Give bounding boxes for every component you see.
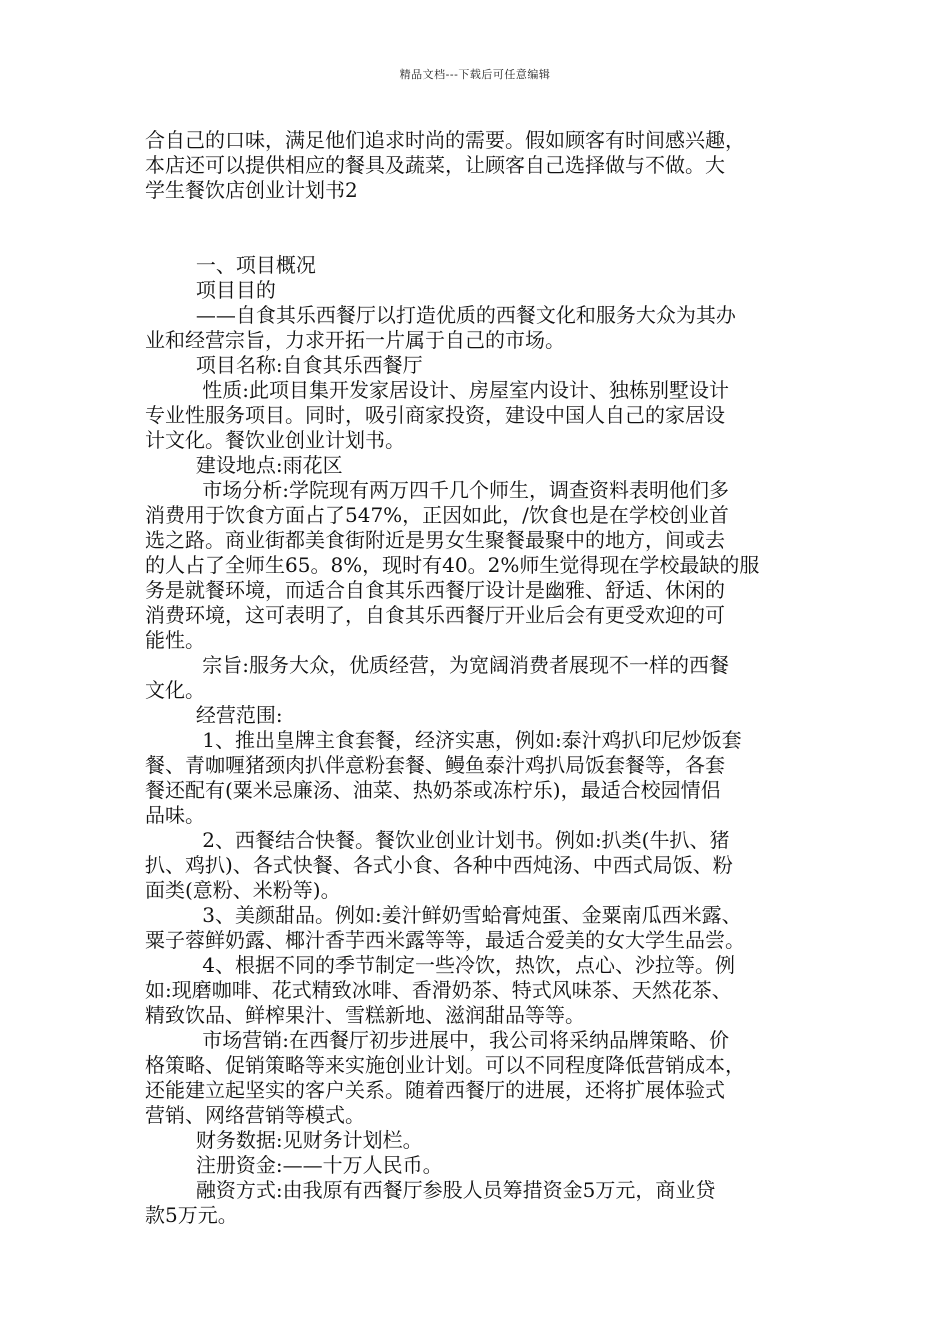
text-line: 宗旨:服务大众，优质经营，为宽阔消费者展现不一样的西餐 [145, 653, 729, 677]
text-line: 4、根据不同的季节制定一些冷饮，热饮，点心、沙拉等。例 [145, 953, 735, 977]
text-line: 粟子蓉鲜奶露、椰汁香芋西米露等等，最适合爱美的女大学生品尝。 [145, 928, 745, 952]
text-line: 业和经营宗旨，力求开拓一片属于自己的市场。 [145, 328, 565, 352]
text-line: ——自食其乐西餐厅以打造优质的西餐文化和服务大众为其办 [145, 303, 736, 327]
text-line: 项目目的 [145, 278, 276, 302]
text-line: 餐还配有(粟米忌廉汤、油菜、热奶茶或冻柠乐)，最适合校园情侣 [145, 778, 721, 802]
text-line: 的人占了全师生65。8%，现时有40。2%师生觉得现在学校最缺的服 [145, 553, 760, 577]
text-line: 面类(意粉、米粉等)。 [145, 878, 341, 902]
text-line: 3、美颜甜品。例如:姜汁鲜奶雪蛤膏炖蛋、金粟南瓜西米露、 [145, 903, 742, 927]
text-line: 1、推出皇牌主食套餐，经济实惠，例如:泰汁鸡扒印尼炒饭套 [145, 728, 742, 752]
text-line: 注册资金:——十万人民币。 [145, 1153, 443, 1177]
text-line: 项目名称:自食其乐西餐厅 [145, 353, 423, 377]
text-line: 品味。 [145, 803, 205, 827]
text-line: 本店还可以提供相应的餐具及蔬菜，让顾客自己选择做与不做。大 [145, 153, 725, 177]
text-line: 合自己的口味，满足他们追求时尚的需要。假如顾客有时间感兴趣， [145, 128, 745, 152]
text-line: 还能建立起坚实的客户关系。随着西餐厅的进展，还将扩展体验式 [145, 1078, 725, 1102]
text-line: 格策略、促销策略等来实施创业计划。可以不同程度降低营销成本， [145, 1053, 745, 1077]
text-line: 性质:此项目集开发家居设计、房屋室内设计、独栋别墅设计 [145, 378, 729, 402]
text-line: 融资方式:由我原有西餐厅参股人员筹措资金5万元，商业贷 [145, 1178, 716, 1202]
text-line: 务是就餐环境，而适合自食其乐西餐厅设计是幽雅、舒适、休闲的 [145, 578, 725, 602]
text-line: 学生餐饮店创业计划书2 [145, 178, 358, 202]
text-line: 财务数据:见财务计划栏。 [145, 1128, 423, 1152]
text-line: 专业性服务项目。同时，吸引商家投资，建设中国人自己的家居设 [145, 403, 725, 427]
text-line: 建设地点:雨花区 [145, 453, 343, 477]
text-line: 计文化。餐饮业创业计划书。 [145, 428, 405, 452]
paragraph-gap [145, 203, 820, 253]
text-line: 扒、鸡扒)、各式快餐、各式小食、各种中西炖汤、中西式局饭、粉 [145, 853, 733, 877]
text-line: 营销、网络营销等模式。 [145, 1103, 365, 1127]
text-line: 市场分析:学院现有两万四千几个师生，调查资料表明他们多 [145, 478, 729, 502]
text-line: 2、西餐结合快餐。餐饮业创业计划书。例如:扒类(牛扒、猪 [145, 828, 730, 852]
text-line: 消费环境，这可表明了，自食其乐西餐厅开业后会有更受欢迎的可 [145, 603, 725, 627]
text-line: 款5万元。 [145, 1203, 238, 1227]
text-line: 能性。 [145, 628, 205, 652]
text-line: 消费用于饮食方面占了547%，正因如此，/饮食也是在学校创业首 [145, 503, 729, 527]
text-line: 市场营销:在西餐厅初步进展中，我公司将采纳品牌策略、价 [145, 1028, 729, 1052]
text-line: 如:现磨咖啡、花式精致冰啡、香滑奶茶、特式风味茶、天然花茶、 [145, 978, 732, 1002]
page-header: 精品文档---下载后可任意编辑 [399, 68, 551, 81]
text-line: 经营范围: [145, 703, 283, 727]
text-line: 一、项目概况 [145, 253, 316, 277]
text-line: 文化。 [145, 678, 205, 702]
text-line: 精致饮品、鲜榨果汁、雪糕新地、滋润甜品等等。 [145, 1003, 585, 1027]
document-body [145, 128, 820, 1228]
text-line: 选之路。商业街都美食街附近是男女生聚餐最聚中的地方，间或去 [145, 528, 725, 552]
text-line: 餐、青咖喱猪颈肉扒伴意粉套餐、鳗鱼泰汁鸡扒局饭套餐等，各套 [145, 753, 725, 777]
